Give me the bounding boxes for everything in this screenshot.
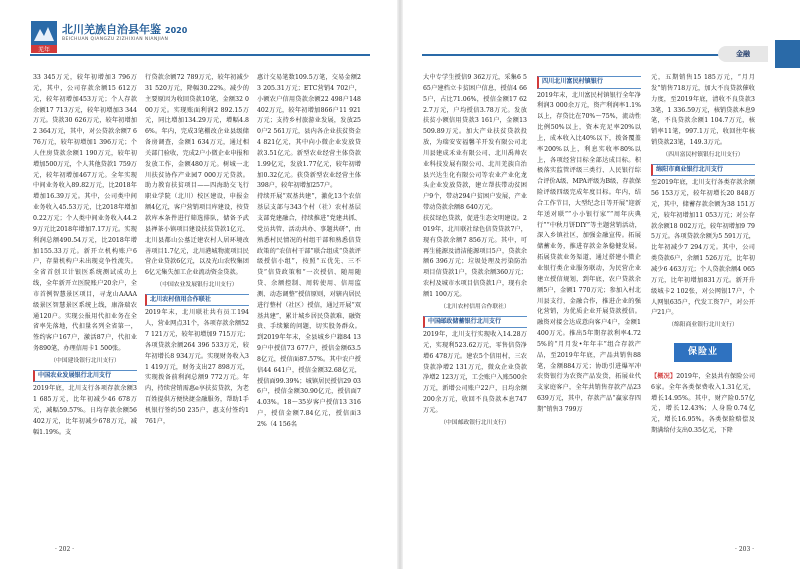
section-heading: 北川农村信用合作联社	[145, 294, 249, 307]
section-heading: 绵阳市商业银行北川支行	[651, 164, 755, 177]
source-note: （北川农村信用合作联社）	[440, 303, 510, 310]
overview-tag: 【概况】	[651, 372, 677, 380]
section-heading: 四川北川富民村镇银行	[537, 76, 641, 89]
paragraph: 33 345万元，较年初增加3 796万元，其中，公司存款余额15 612万元，较年初增加453万元；个人存款余额17 713万元，较年初增加3 344万元。贷款30 626万元，较年初增加2 364万元，其中，对公贷款余额7 676万元，较年初增加1 396万元；个人住房贷款余额1 190万元，较年初增加500万元，个人其他贷款1 759万元，较年初增加467万元。全年实现中间业务收入89.82万元，比2018年增加16.39万元。其中，公司类中间业务收入45.53万元，比2018年增加0.22万元；个人类中间业务收入44.29万元比2018年增加7.17万元。实现利润总额490.54万元，比2018年增加155.33万元。新开立机构账户6户，存量机构户未出现竞争性流失。全省首创卫计银医系统测试成功上线，全年新开立医院账户20余户，全市首例智慧景区项目，寻龙山AAAA级景区智慧景区系统上线，康洛瑞农通120户。实现公报用代扣业务在全省率先落地，代扣量名列全省第一，签约客户167户，激活87户，代扣业务890笔，办理信用卡1 500张。	[33, 74, 137, 353]
section-heading: 中国邮政储蓄银行北川支行	[423, 316, 527, 329]
header-rule	[30, 54, 370, 56]
right-column-2	[537, 73, 641, 416]
right-column-3	[651, 73, 755, 437]
yearbook-year: 2020	[165, 26, 188, 35]
source-note: （绵阳商业银行北川支行）	[668, 322, 738, 329]
yearbook-pinyin: BEICHUAN QIANGZU ZIZHIXIAN NIANJIAN	[62, 37, 169, 42]
source-note: （中国农业发展银行北川支行）	[156, 282, 238, 289]
paragraph: 2019年，北川支行实现收入14.28万元，实现利523.62万元，零售信贷净增6 478万元。建农5个信用村，三农贷款净增2 131万元，微众企业贷款净增2 123万元，工会账户入账500余万元，新增公司账户22户，日均余额200余万元，收回不良贷款本息747万元。	[423, 331, 527, 414]
section-heading: 中国农业发展银行北川支行	[33, 370, 137, 383]
paragraph: 行贷款余额72 789万元，较年初减少31 520万元，降幅30.22%。减少的主要原因为收回贷款10笔，金额32 000万元。实现账面利润2 892.15万元，同比增加134.29万元，增幅4.86%。年内，完成3笔棚改企业县级储备房调查，金额1 634万元，通过相关部门验收，完成2户小微企业申报和发放工作，金额480万元。树城一北川扶贫协作产业园7 000万元贷款。助力教育扶贫项目——四海助交飞行职业学院（北川）校区建设，申报金额4亿元，客户营销项目库建设，按贷款库本条件进行筛选排队，储备予武县禅茶小镇项目建设扶贫贷款1亿元、北川县都山公墓迁建农村人居环境改善项目1.7亿元，北川港城物流项目民营企业贷款6亿元，以及光山农牧集团6亿元集失加工企业流动资金贷款。	[145, 74, 249, 277]
right-page	[400, 0, 800, 569]
paragraph: 2019年底，北川支行各项存款余额31 685万元，比年初减少46 678万元，减幅59.57%。日均存款余额56 402万元，比年初减少678万元，减幅1.19%。支	[33, 385, 137, 436]
source-note: （中国建设银行北川支行）	[50, 357, 120, 364]
paragraph: 元，五期销售15 185万元，“月月发”销售718万元，加大不良贷款催收力度，至2019年底，清收不良贷款33笔，1 336.59万元，核销贷款本息9笔，不良贷款余额1 104.7万元，核销率11笔，997.1万元，收回往年核销贷款23笔，149.3万元。	[651, 74, 755, 147]
left-column-1	[33, 73, 137, 439]
yearbook-logo-icon	[30, 20, 58, 54]
paragraph: 惠计交易笔数109.5万笔，交易金额23 205.31万元；ETC营销4 702户，小额农户信用贷款余额22 498户148 402万元，较年初增加866户11 921万元；支持乡村旅游业发展，发放250户2 561万元，县内各企业扶贫资金4 821亿元，其中向小微企业发放贷款3.51亿元。新型农业经营主体贷款1.99亿元，发放1.77亿元，较年初增加0.32亿元。获贷新型农业经营主体398户，较年初增加257户。	[257, 74, 361, 190]
section-tab: 金融	[718, 46, 768, 62]
header-rule	[422, 54, 765, 56]
edge-stripe	[775, 40, 800, 68]
yearbook-title: 北川羌族自治县年鉴 2020	[62, 23, 188, 36]
paragraph: 大中专学生授信9 362万元，采集6 565户建档立卡贫困户信息，授信4 665户，占比71.06%，授信金额17 622.7万元，户均授信3.78万元。发放扶贫小额信用贷款3 161户，金额13 509.89万元。加大产业扶贫贷款投放，为瑞安安福馨羊开发有限公司北川县建成禾业有限公司、北川禹帅农业科技发展有限公司、北川羌族自治县兴达生化有限公司等农业产业化龙头企业发放贷款，建立帮扶带动贫困户9个，带动294户贫困户发展，产业带动贷款余额8 640万元。	[423, 74, 527, 212]
page-number-right: · 203 ·	[735, 546, 755, 553]
chapter-heading: 保险业	[674, 343, 732, 362]
paragraph-text: 2019年，全县共有保险公司6家。全年各类保费收入1.31亿元，增长14.95%。其中，财产险0.57亿元，增长12.43%；人身险0.74亿元，增长16.95%。各类保险赔偿及期满给付支出0.35亿元，下降	[651, 372, 756, 435]
svg-text:羌年: 羌年	[37, 46, 51, 54]
left-column-3	[257, 73, 361, 431]
page-number-left: · 202 ·	[55, 546, 75, 553]
insurance-heading-wrap	[651, 343, 755, 362]
source-note: （中国邮政银行北川支行）	[440, 419, 510, 426]
paragraph: 2019年末，北川联社共有员工194人，营业网点31个，各项存款余额527 121万元，较年初增加9 715万元；各项贷款余额264 396 533万元，较年初增长8 934万元。实现财务收入31 419万元，财务支出27 898万元，实现拨备前利润总额9 772万元。年内，持续营销需惠e享扶贫贷款，为老百姓提供方便快捷金融服务，帮助1手机银行签约50 235户，惠支付签约1 761户，	[145, 309, 249, 425]
paragraph: 持续开展“双基共建”，激化13个农信基层支部与343个村（社）农村基层支部党建融合，持续推进“党建共抓、党员共管、活动共办、事题共研”，由熟悉村民情况的村组干部和熟悉信贷政策的“农信村干部”联合组成“贷款评级授信小组”，按照“五优先、三不贷”信贷政策和“一次授信、随用随贷、余额控制、周转使用、信用监测、动态调整”授信原则，对辖内居民进行整村（社区）授信，通过开展“双基共建”，累计城乡居民贷款难、融资贵、手续繁的问题，切实股务群众。到2019年年末，全县城乡户籍84 139户中授信73 677户，授信金额63.58亿元，授信面87.57%。其中农户授信44 641户，授信金额32.68亿元，授信面99.39%；城镇居民授信29 036户，授信金额30.90亿元，授信面74.03%。18～35岁客户授信13 316户，授信金额7.84亿元，授信面32%（4 156名	[257, 193, 361, 428]
source-note: （四川富民村镇银行北川支行）	[662, 151, 744, 158]
right-column-1	[423, 73, 527, 432]
paragraph	[651, 372, 755, 437]
paragraph: 2019年末，北川富民村镇银行全年净利润3 000余万元，资产利润率1.1%以上，存贷比在70%～75%，流动性比例50%以上，资本充足率20%以上，成本收入比40%以下，拨备覆盖率200%以上，利息实收率80%以上，各项经营目标全部达成目标。积极落实监管评级三类行、人民银行综合评价A级、MPA评级为B级，存款保险评级四级完成年度目标。年内，结合工作节目，大型纪念日等开展“迎新年送对联”“小小银行家”“周年庆典行”“中秋月饼DIY”等主题营销活动，深入乡镇社区，加强金融宣传。拓展储蓄业务，推进存款金条稳健发展。拓展贷款业务渠道，通过搭建小微企业银行类企业服务联动，为民营企业建立授信规划，到年底，农户贷款余额5户，金额1 770万元；参加入村北川县支行，金融合作，推进企业的强化营销，为优质企业开展贷款授信。融资对接会达成意向客户4户，金额1 400万元。推出5年期存款利率4.725%的“月月发•年年丰”组合存款产品，至2019年年底，产品共销售88笔，金额884万元；协助引进爆军冲农资银行为农资产品发货，拓展业代支家庭客户，全年共销售存款产品23 639万元，其中，存款产品“赢家存四期”销售3 799万	[537, 91, 641, 413]
paragraph: 扶贫绿色贷款，促进生态文明建设。2019年，北川联社绿色信贷贷款7户，现有贷款余额7 856万元。其中，可再生能源及清洁能源项目5户，贷款余额6 396万元；垃圾处理及污染防治项目信贷款1户，贷款余额360万元；农村及城市水项目信贷款1户，现有余额1 100万元。	[423, 214, 527, 298]
left-column-2	[145, 73, 249, 428]
paragraph: 至2019年底，北川支行各类存款余额56 153万元，较年初增长20 848万元，其中，储蓄存款余额为38 151万元，较年初增加11 053万元；对公存款余额18 002万元，较年初增加9 795万元。各项贷款余额为5 591万元，比年初减少7 294万元。其中，公司类贷款6户，余额1 526万元，比年初减少6 463万元；个人贷款余额4 065万元，比年初增加831万元。新开升级城卡2 102张，对公网银17户，个人网银635户，代发工资7户，对公开户21户。	[651, 179, 755, 317]
